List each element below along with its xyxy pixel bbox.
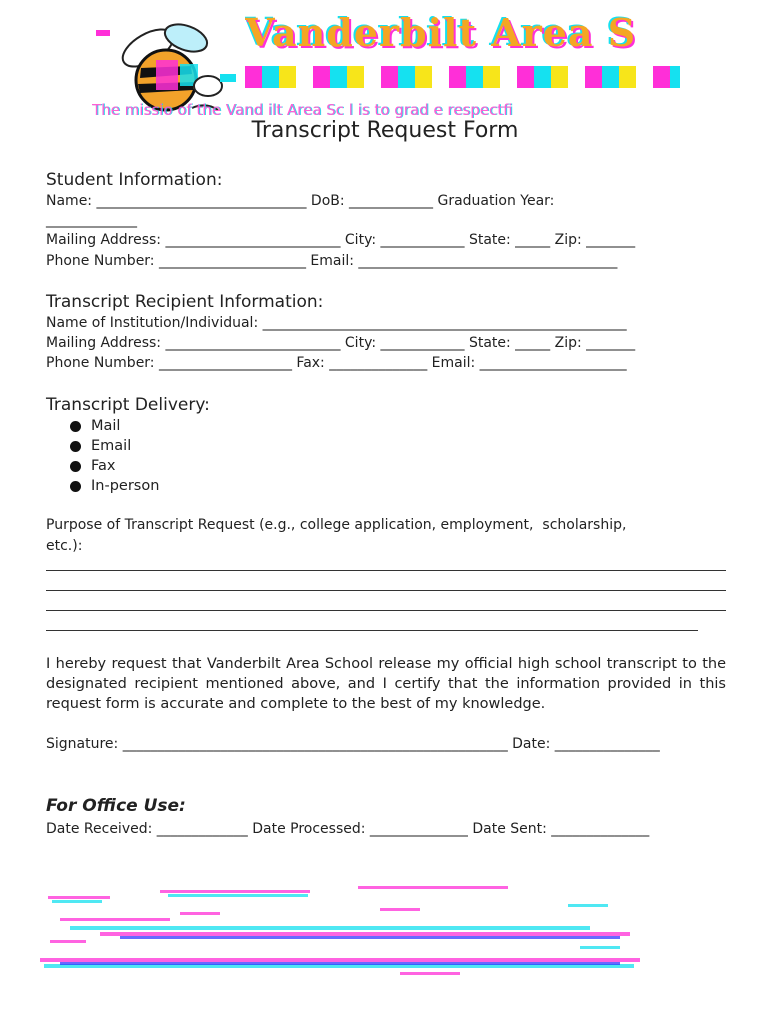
checker-cell [415,66,432,77]
checker-cell [653,77,670,88]
checker-cell [313,66,330,77]
office-dates-field: Date Received: _____________ Date Processed: ______________ Date Sent: ______________ [46,821,650,837]
bullet-icon [70,421,81,432]
checker-cell [296,77,313,88]
checker-cell [432,66,449,77]
checker-cell [415,77,432,88]
checker-cell [398,77,415,88]
checker-cell [449,77,466,88]
checker-cell [602,77,619,88]
checker-cell [262,66,279,77]
checker-cell [330,66,347,77]
bullet-icon [70,441,81,452]
recipient-mailing-address-field[interactable]: Mailing Address: _________________________ City: ____________ State: _____ Zip: _______ [46,335,636,351]
checker-cell [398,66,415,77]
school-name-logo: Vanderbilt Area S [245,10,637,55]
checker-cell [670,66,680,77]
checker-cell [534,66,551,77]
student-name-dob-graduation-field[interactable]: Name: ______________________________ DoB: ____________ Graduation Year: [46,193,555,209]
checker-cell [653,66,670,77]
checker-cell [279,77,296,88]
student-mailing-address-field[interactable]: Mailing Address: _________________________ City: ____________ State: _____ Zip: _______ [46,232,636,248]
checker-cell [381,66,398,77]
checker-banner [245,66,680,88]
garbled-footer-graphic [40,880,640,980]
checker-cell [262,77,279,88]
delivery-option-mail[interactable]: Mail [70,416,159,436]
mission-statement: The missio of the Vand ilt Area Sc l is to grad e respectfi [92,101,513,119]
checker-cell [449,66,466,77]
checker-cell [568,77,585,88]
checker-cell [568,66,585,77]
checker-cell [619,77,636,88]
purpose-answer-line-3[interactable] [46,610,726,611]
purpose-answer-line-4[interactable] [46,630,698,631]
checker-cell [483,66,500,77]
checker-cell [500,66,517,77]
checker-cell [500,77,517,88]
certification-statement: I hereby request that Vanderbilt Area School release my official high school transcript to the designated recipient mentioned above, and I certify that the information provided in this request form is accurate and complete to the best of my knowledge. [46,656,726,712]
checker-cell [551,66,568,77]
checker-cell [245,77,262,88]
checker-cell [296,66,313,77]
checker-cell [347,77,364,88]
checker-cell [585,77,602,88]
checker-cell [551,77,568,88]
bullet-icon [70,481,81,492]
checker-cell [432,77,449,88]
checker-cell [619,66,636,77]
checker-cell [330,77,347,88]
checker-cell [364,77,381,88]
checker-cell [381,77,398,88]
signature-date-field[interactable]: Signature: _______________________________________________________ Date: _______________ [46,736,660,752]
purpose-label-cont: etc.): [46,538,83,554]
checker-cell [466,66,483,77]
checker-cell [636,66,653,77]
delivery-option-in-person[interactable]: In-person [70,476,159,496]
delivery-option-fax[interactable]: Fax [70,456,159,476]
checker-cell [670,77,680,88]
bullet-icon [70,461,81,472]
checker-cell [483,77,500,88]
recipient-info-heading: Transcript Recipient Information: [46,292,324,312]
delivery-heading: Transcript Delivery: [46,395,210,415]
checker-cell [517,66,534,77]
office-use-heading: For Office Use: [46,796,186,816]
delivery-options-list [70,416,159,496]
checker-cell [534,77,551,88]
checker-cell [279,66,296,77]
checker-cell [347,66,364,77]
checker-cell [245,66,262,77]
checker-cell [517,77,534,88]
purpose-answer-line-1[interactable] [46,570,726,571]
recipient-institution-field[interactable]: Name of Institution/Individual: ____________________________________________________ [46,315,627,331]
student-phone-email-field[interactable]: Phone Number: _____________________ Email: _____________________________________ [46,253,618,269]
graduation-year-blank[interactable]: _____________ [46,212,137,228]
checker-cell [466,77,483,88]
purpose-answer-line-2[interactable] [46,590,726,591]
purpose-label: Purpose of Transcript Request (e.g., college application, employment, scholarship, [46,517,627,533]
recipient-phone-fax-email-field[interactable]: Phone Number: ___________________ Fax: ______________ Email: _____________________ [46,355,627,371]
checker-cell [364,66,381,77]
student-info-heading: Student Information: [46,170,223,190]
checker-cell [636,77,653,88]
checker-cell [313,77,330,88]
checker-cell [602,66,619,77]
delivery-option-email[interactable]: Email [70,436,159,456]
page-title: Transcript Request Form [251,118,519,143]
checker-cell [585,66,602,77]
